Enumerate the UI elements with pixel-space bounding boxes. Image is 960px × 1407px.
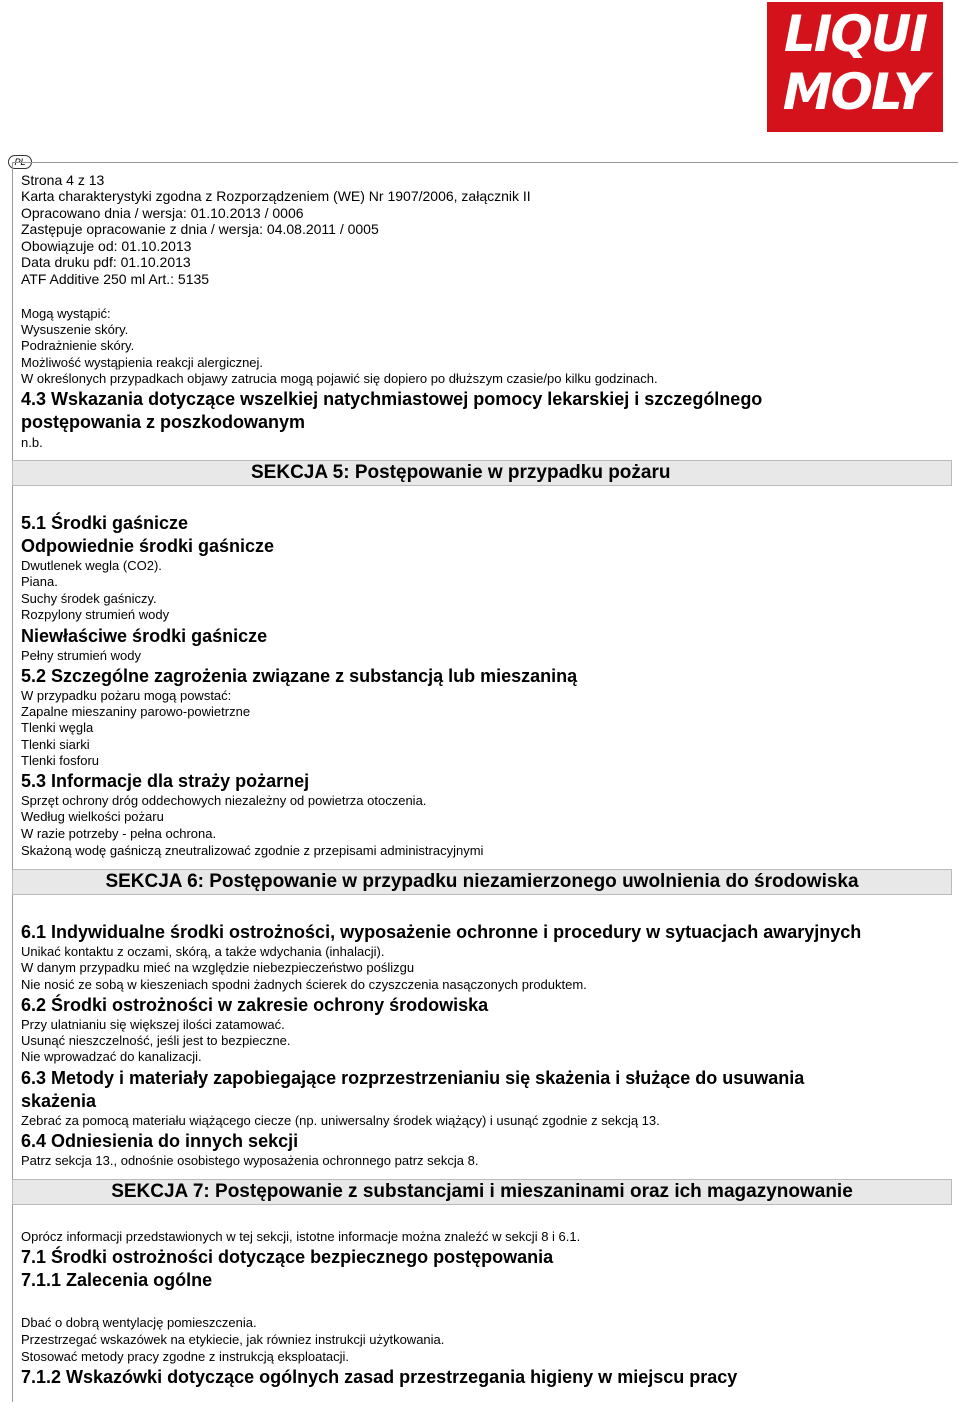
hazard-item: Tlenki fosforu	[21, 753, 100, 768]
section-5-2-title: 5.2 Szczególne zagrożenia związane z substancją lub mieszaniną	[21, 666, 578, 686]
print-date: Data druku pdf: 01.10.2013	[21, 254, 191, 270]
logo-text-line2: MOLY	[782, 63, 928, 121]
hazard-item: Tlenki siarki	[21, 737, 90, 752]
hazard-item: Zapalne mieszaniny parowo-powietrzne	[21, 704, 251, 719]
replaces-date: Zastępuje opracowanie z dnia / wersja: 04.08.2011 / 0005	[21, 221, 379, 237]
media-item: Rozpylony strumień wody	[21, 607, 170, 622]
firefighter-item: Według wielkości pożaru	[21, 809, 164, 824]
media-item: Piana.	[21, 574, 58, 589]
firefighter-item: Skażoną wodę gaśniczą zneutralizować zgodnie z przepisami administracyjnymi	[21, 843, 484, 858]
page-number: Strona 4 z 13	[21, 172, 105, 188]
valid-from: Obowiązuje od: 01.10.2013	[21, 238, 192, 254]
intro-line: W określonych przypadkach objawy zatrucia mogą pojawić się dopiero po dłuższym czasie/po kilku godzinach.	[21, 371, 658, 386]
section-7-header	[12, 1179, 952, 1205]
reference-item: Patrz sekcja 13., odnośnie osobistego wyposażenia ochronnego patrz sekcja 8.	[21, 1153, 479, 1168]
section-6-header	[12, 869, 952, 895]
section-7-title: SEKCJA 7: Postępowanie z substancjami i mieszaninami oraz ich magazynowanie	[111, 1181, 853, 1202]
containment-item: Zebrać za pomocą materiału wiążącego ciecze (np. uniwersalny środek wiążący) i usunąć zgodnie z sekcją 13.	[21, 1113, 660, 1128]
section-6-title: SEKCJA 6: Postępowanie w przypadku niezamierzonego uwolnienia do środowiska	[105, 871, 859, 892]
section-4-3-title: 4.3 Wskazania dotyczące wszelkiej natychmiastowej pomocy lekarskiej i szczególnego	[21, 389, 763, 409]
intro-line: Wysuszenie skóry.	[21, 322, 129, 337]
intro-line: Możliwość wystąpienia reakcji alergicznej.	[21, 355, 264, 370]
media-item: Suchy środek gaśniczy.	[21, 591, 157, 606]
env-item: Usunąć nieszczelność, jeśli jest to bezpieczne.	[21, 1033, 291, 1048]
handling-item: Stosować metody pracy zgodne z instrukcją eksploatacji.	[21, 1349, 350, 1364]
section-5-1-title: 5.1 Środki gaśnicze	[21, 513, 189, 533]
suitable-media-title: Odpowiednie środki gaśnicze	[21, 536, 275, 556]
handling-item: Przestrzegać wskazówek na etykiecie, jak równiez instrukcji użytkowania.	[21, 1332, 445, 1347]
firefighter-item: W razie potrzeby - pełna ochrona.	[21, 826, 217, 841]
section-7-1-2-title: 7.1.2 Wskazówki dotyczące ogólnych zasad przestrzegania higieny w miejscu pracy	[21, 1367, 738, 1387]
unsuitable-media-title: Niewłaściwe środki gaśnicze	[21, 626, 268, 646]
section-7-1-1-title: 7.1.1 Zalecenia ogólne	[21, 1270, 213, 1290]
section-4-3-value: n.b.	[21, 435, 43, 450]
section-6-3-title: 6.3 Metody i materiały zapobiegające rozprzestrzenianiu się skażenia i służące do usuwania	[21, 1068, 805, 1088]
section-5-3-title: 5.3 Informacje dla straży pożarnej	[21, 771, 310, 791]
product-name: ATF Additive 250 ml Art.: 5135	[21, 271, 210, 287]
prepared-date: Opracowano dnia / wersja: 01.10.2013 / 0006	[21, 205, 304, 221]
measure-item: W danym przypadku mieć na względzie niebezpieczeństwo poślizgu	[21, 960, 415, 975]
section-5-header	[12, 460, 952, 486]
intro-line: Podrażnienie skóry.	[21, 338, 135, 353]
section-6-3-title-cont: skażenia	[21, 1091, 97, 1111]
section-5-title: SEKCJA 5: Postępowanie w przypadku pożaru	[251, 462, 671, 483]
left-border	[12, 162, 13, 1402]
measure-item: Unikać kontaktu z oczami, skórą, a także wdychania (inhalacji).	[21, 944, 385, 959]
logo-text-line1: LIQUI	[783, 5, 927, 63]
section-7-intro: Oprócz informacji przedstawionych w tej sekcji, istotne informacje można znaleźć w sekcji 8 i 6.1.	[21, 1229, 581, 1244]
env-item: Nie wprowadzać do kanalizacji.	[21, 1049, 202, 1064]
section-6-4-title: 6.4 Odniesienia do innych sekcji	[21, 1131, 299, 1151]
intro-line: Mogą wystąpić:	[21, 306, 111, 321]
hazard-item: W przypadku pożaru mogą powstać:	[21, 688, 232, 703]
section-7-1-title: 7.1 Środki ostrożności dotyczące bezpiecznego postępowania	[21, 1247, 554, 1267]
media-item: Pełny strumień wody	[21, 648, 141, 663]
firefighter-item: Sprzęt ochrony dróg oddechowych niezależny od powietrza otoczenia.	[21, 793, 427, 808]
section-6-1-title: 6.1 Indywidualne środki ostrożności, wyposażenie ochronne i procedury w sytuacjach awaryjnych	[21, 922, 862, 942]
section-6-2-title: 6.2 Środki ostrożności w zakresie ochrony środowiska	[21, 995, 489, 1015]
handling-item: Dbać o dobrą wentylację pomieszczenia.	[21, 1315, 257, 1330]
section-4-3-title-cont: postępowania z poszkodowanym	[21, 412, 306, 432]
sds-title: Karta charakterystyki zgodna z Rozporządzeniem (WE) Nr 1907/2006, załącznik II	[21, 188, 531, 204]
hazard-item: Tlenki węgla	[21, 720, 94, 735]
env-item: Przy ulatnianiu się większej ilości zatamować.	[21, 1017, 285, 1032]
liqui-moly-logo	[767, 2, 943, 132]
language-badge: PL	[8, 155, 32, 169]
header-divider	[12, 162, 958, 163]
media-item: Dwutlenek wegla (CO2).	[21, 558, 162, 573]
measure-item: Nie nosić ze sobą w kieszeniach spodni żadnych ścierek do czyszczenia nasączonych produktem.	[21, 977, 587, 992]
